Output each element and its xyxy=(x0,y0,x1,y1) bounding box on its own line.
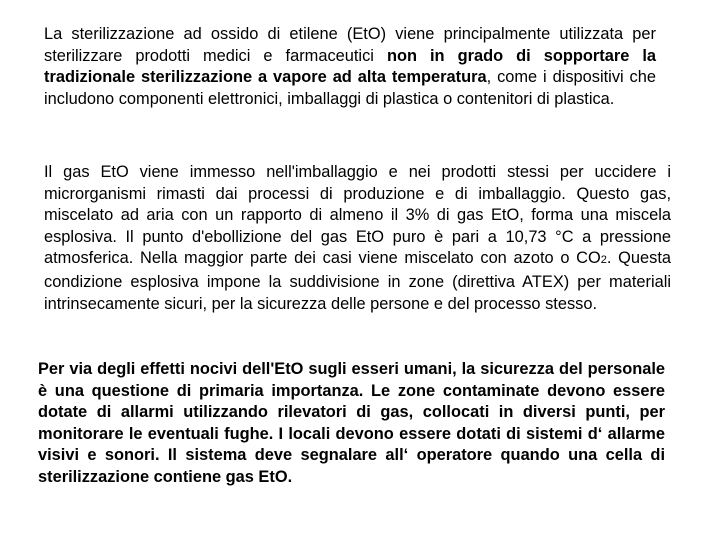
p2-text-b: . Questa condizione esplosiva impone la suddivisione in zone (direttiva ATEX) per materiali intrinsecamente sicuri, per la sicurezza delle persone e del processo stesso. xyxy=(44,249,671,313)
p2-subscript: 2 xyxy=(600,254,607,267)
p1-text-a: La sterilizzazione ad ossido di etilene (EtO) viene principalmente utilizzata per sterilizzare prodotti medici e farmaceutici xyxy=(44,25,656,65)
paragraph-eto-gas-process xyxy=(44,162,671,315)
p2-text-a: Il gas EtO viene immesso nell'imballaggio e nei prodotti stessi per uccidere i microrganismi rimasti dai processi di produzione e di imballaggio. Questo gas, miscelato ad aria con un rapporto di almeno il 3% di gas EtO, forma una miscela esplosiva. Il punto d'ebollizione del gas EtO puro è pari a 10,73 °C a pressione atmosferica. Nella maggior parte dei casi viene miscelato con azoto o CO xyxy=(44,163,671,268)
p3-text: Per via degli effetti nocivi dell'EtO sugli esseri umani, la sicurezza del personale è una questione di primaria importanza. Le zone contaminate devono essere dotate di allarmi utilizzando rilevatori di gas, collocati in diversi punti, per monitorare le eventuali fughe. I locali devono essere dotati di sistemi d‘ allarme visivi e sonori. Il sistema deve segnalare all‘ operatore quando una cella di sterilizzazione contiene gas EtO. xyxy=(38,360,665,486)
p1-text-b: , come i dispositivi che includono componenti elettronici, imballaggi di plastica o contenitori di plastica. xyxy=(44,68,656,108)
paragraph-safety-bold xyxy=(38,359,665,489)
p1-bold-text: non in grado di sopportare la tradizionale sterilizzazione a vapore ad alta temperatura xyxy=(44,46,657,87)
paragraph-eto-usage xyxy=(44,24,656,110)
